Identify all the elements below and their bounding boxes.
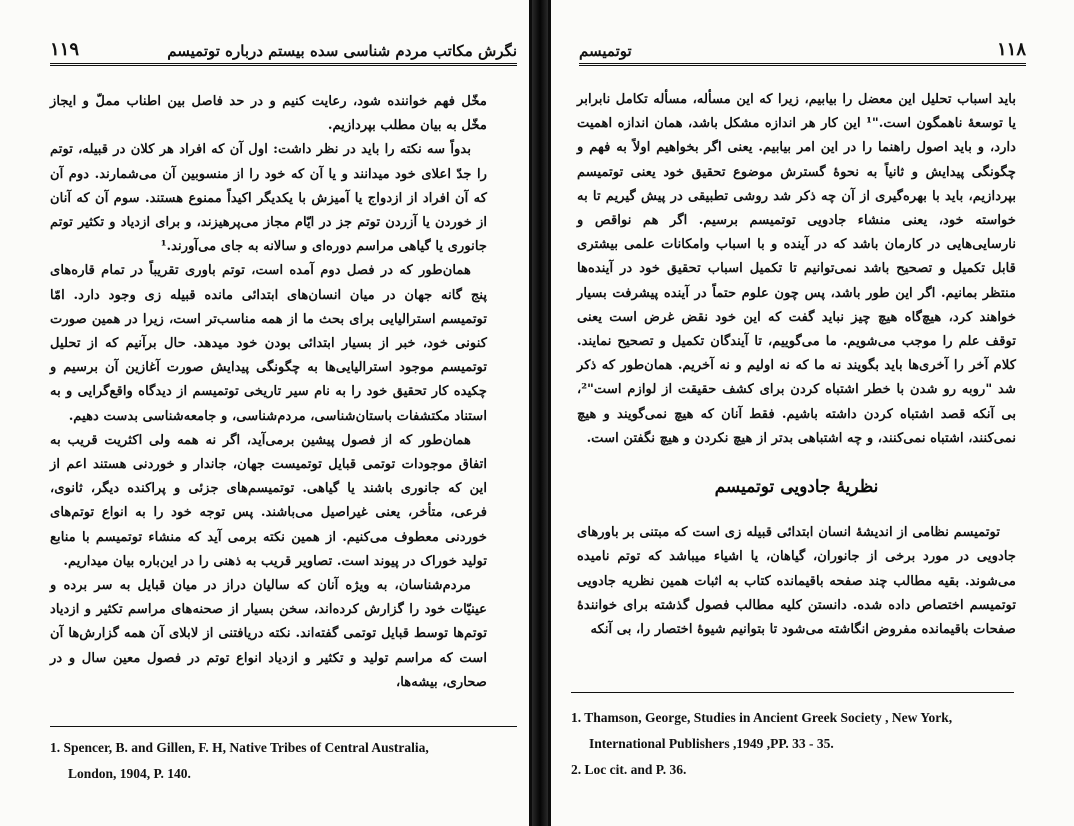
left-paragraph-5: مردم‌شناسان، به ویژه آنان که سالیان دراز در میان قبایل به سر برده و عینیّات خود را گزارش کرده‌اند، سخن بسیار از صحنه‌های مراسم تکثیر و ازدیاد توتم‌ها توسط قبایل توتمی گفته‌اند. نکته دریافتنی از لابلای آن همه گزارش‌ها آن است که مراسم تولید و تکثیر و ازدیاد انواع توتم در فصول معین سال و در صحاری، بیشه‌ها، [50,578,487,690]
left-header-rule [50,63,517,66]
right-body-text [577,88,1016,642]
left-paragraph-4: همان‌طور که از فصول پیشین برمی‌آید، اگر نه همه ولی اکثریت قریب به اتفاق موجودات توتمی قبایل توتمیست جهان، جاندار و خوردنی هستند اعم از این که جانوری باشند یا گیاهی. توتمیسم‌های جزئی و پراکنده دیگر، ثانوی، فرعی، متأخر، یعنی غیراصیل می‌باشند. پس توجه خود را به انواع توتم‌های خوردنی معطوف می‌کنیم. از همین نکته برمی آید که منشاء توتمیسم با منابع تولید خوراک در پیوند است. تصاویر قریب به ذهنی را در این‌باره بیان میداریم. [50,432,487,569]
section-paragraph-1: توتمیسم نظامی از اندیشهٔ انسان ابتدائی قبیله زی است که مبتنی بر باورهای جادویی در مورد برخی از جانوران، گیاهان، یا اشیاء میباشد که توتم نامیده می‌شوند. بقیه مطالب چند صفحه باقیمانده کتاب به اثبات همین نظریه جادویی توتمیسم اختصاص داده شده. دانستن کلیه مطالب فصول گذشته برای خوانندهٔ صفحات باقیمانده مفروض انگاشته می‌شود تا بتوانیم شیوهٔ اختصار را، بی آنکه [577,525,1016,638]
right-paragraph-1: باید اسباب تحلیل این معضل را بیابیم، زیرا که این مسأله، مسأله تکامل نابرابر یا توسعهٔ ناهمگون است."¹ این کار هر اندازه مشکل باشد، همان اندازه اهمیت دارد، و باید اصول راهنما را در این امر بیابیم. یعنی اگر بخواهیم اولاً به فهم و چگونگی پیدایش و ثانیاً به نحوهٔ گسترش موضوع تحقیق خود یعنی توتمیسم بپردازیم، باید با بهره‌گیری از آن چه ذکر شد روشی تطبیقی در پیش گیریم تا به خواسته خود، یعنی منشاء جادویی توتمیسم برسیم. اگر هم نواقص و نارسایی‌هایی در کارمان باشد که در آینده و با اسباب وامکانات علمی بیشتری قابل تکمیل و تصحیح باشد نمی‌توانیم تا تکمیل اسباب تحقیق خود در آینده‌ها منتظر بمانیم. اگر این طور باشد، پس چون علوم حتماً در آینده پیشرفت بسیار خواهند کرد، هیچ‌گاه هیچ چیز نباید گفت که این خود نقض غرض است یعنی توقف علم را موجب می‌شویم. ما می‌گوییم، تا آیندگان تکمیل و تصحیح نمایند. کلام آخر را آخری‌ها باید بگویند نه ما که نه اولیم و نه آخریم. همان‌طور که ذکر شد "روبه رو شدن با خطر اشتباه کردن برای کشف حقیقت از لوازم است"²، بی آنکه قصد اشتباه کردن داشته باشیم. فقط آنان که هیچ نمی‌گویند و هیچ نمی‌کنند، اشتباه نمی‌کنند، و چه اشتباهی بدتر از هیچ نکردن و هیچ نگفتن است. [577,92,1016,446]
right-page-number: ۱۱۸ [996,39,1026,60]
left-page-number: ۱۱۹ [50,39,80,60]
right-footnote-1 [571,705,1034,757]
left-paragraph-1: مخّل فهم خواننده شود، رعایت کنیم و در حد فاصل بین اطناب مملّ و ایجاز مخّل به بیان مطلب بپردازیم. [50,94,487,134]
right-footnote-rule [571,692,1014,693]
section-heading: نظریهٔ جادویی توتمیسم [714,477,879,498]
right-page-header [579,30,1026,60]
left-footnote-rule [50,726,517,727]
footnote-line: 1. Thamson, George, Studies in Ancient Greek Society , New York, [571,710,953,725]
left-paragraph-3: همان‌طور که در فصل دوم آمده است، توتم باوری تقریباً در تمام قاره‌های پنج گانه جهان در میان انسان‌های ابتدائی مانده قبیله زی وجود دارد. امّا توتمیسم استرالیایی برای بحث ما از همه مناسب‌تر است، زیرا در همین صورت کنونی خود، خبر از بسیار ابتدائی بودن خود میدهد. حال برآنیم که از تحلیل توتمیسم موجود استرالیایی‌ها به چگونگی پیدایش صورت آغازین آن برسیم و چکیده کار تحقیق خود را به نام سیر تاریخی توتمیسم از دیدگاه واقع‌گرایی و به استناد مکتشفات باستان‌شناسی، مردم‌شناسی، و جامعه‌شناسی بدست دهیم. [50,263,487,424]
left-footnote-1 [50,735,517,787]
right-page [548,0,1074,826]
left-page [0,0,532,826]
right-footnote-2 [571,757,1034,783]
right-footnotes [571,705,1034,783]
left-paragraph-2: بدواً سه نکته را باید در نظر داشت: اول آن که افراد هر کلان در قبیله، توتم را جدّ اعلای خود میدانند و یا آن که خود را از منسوبین آن می‌شمارند. دوم آن که آن افراد از ازدواج یا آمیزش با یکدیگر اکیداً ممنوع هستند. سوم آن که آنان از خوردن یا آزردن توتم جز در ایّام مجاز می‌پرهیزند، و برای ازدیاد و تکثیر توتم جانوری یا گیاهی مراسم دوره‌ای و سالانه به جای می‌آورند.¹ [50,142,487,255]
left-running-title: نگرش مکاتب مردم شناسی سده بیستم درباره توتمیسم [167,42,517,60]
left-body-text [50,90,487,695]
right-header-rule [579,63,1026,66]
footnote-line: London, 1904, P. 140. [68,766,191,781]
footnote-line: 2. Loc cit. and P. 36. [571,762,687,777]
left-page-header [50,30,517,60]
book-spine [532,0,548,826]
right-running-title: توتمیسم [579,42,632,60]
left-footnotes [50,735,517,787]
footnote-line: International Publishers ,1949 ,PP. 33 - 35. [589,736,834,751]
footnote-line: 1. Spencer, B. and Gillen, F. H, Native Tribes of Central Australia, [50,740,429,755]
